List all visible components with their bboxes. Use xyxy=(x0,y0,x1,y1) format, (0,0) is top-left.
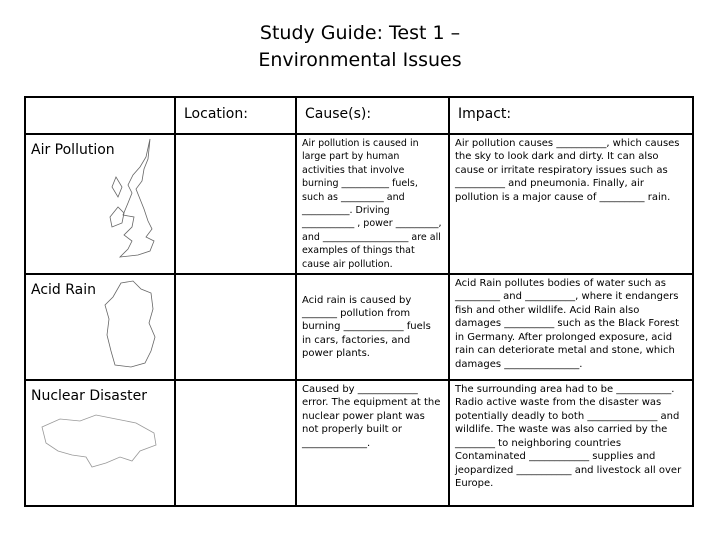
title-line-1: Study Guide: Test 1 – xyxy=(259,22,461,44)
title-line-2: Environmental Issues xyxy=(258,49,462,71)
header-row xyxy=(25,97,693,134)
germany-map-icon xyxy=(101,279,161,374)
topic-cell xyxy=(25,134,175,274)
table-row xyxy=(25,380,693,506)
cause-cell: Air pollution is caused in large part by human activities that involve burning __________ fuels, such as _________ and __________. Driving ___________ , power _________, and __________________ are all examples of things that cause air pollution. xyxy=(296,134,449,274)
table-row xyxy=(25,274,693,380)
cause-cell: Caused by ____________ error. The equipment at the nuclear power plant was not properly built or _____________. xyxy=(296,380,449,506)
header-location: Location: xyxy=(175,97,296,134)
topic-cell xyxy=(25,380,175,506)
impact-cell: Acid Rain pollutes bodies of water such as _________ and __________, where it endangers fish and other wildlife. Acid Rain also damages __________ such as the Black Forest in Germany. After prolonged exposure, acid rain can deteriorate metal and stone, which damages _______________. xyxy=(449,274,693,380)
topic-label: Air Pollution xyxy=(31,142,115,158)
cause-cell: Acid rain is caused by _______ pollution from burning ____________ fuels in cars, factories, and power plants. xyxy=(296,274,449,380)
page-title xyxy=(0,20,720,74)
topic-label: Acid Rain xyxy=(31,282,97,299)
header-impact: Impact: xyxy=(449,97,693,134)
location-cell[interactable] xyxy=(175,134,296,274)
header-causes: Cause(s): xyxy=(296,97,449,134)
location-cell[interactable] xyxy=(175,274,296,380)
table-row xyxy=(25,134,693,274)
ukraine-map-icon xyxy=(36,407,166,477)
study-guide-table xyxy=(24,96,694,507)
location-cell[interactable] xyxy=(175,380,296,506)
impact-cell: The surrounding area had to be ___________. Radio active waste from the disaster was potentially deadly to both ______________ and wildlife. The waste was also carried by the ________ to neighboring countries Contaminated ____________ supplies and jeopardized ___________ and livestock all over Europe. xyxy=(449,380,693,506)
empty-header-cell xyxy=(25,97,175,134)
topic-cell xyxy=(25,274,175,380)
great-britain-map-icon xyxy=(88,137,168,267)
topic-label: Nuclear Disaster xyxy=(31,388,148,405)
impact-cell: Air pollution causes __________, which causes the sky to look dark and dirty. It can also cause or irritate respiratory issues such as __________ and pneumonia. Finally, air pollution is a major cause of _________ rain. xyxy=(449,134,693,274)
